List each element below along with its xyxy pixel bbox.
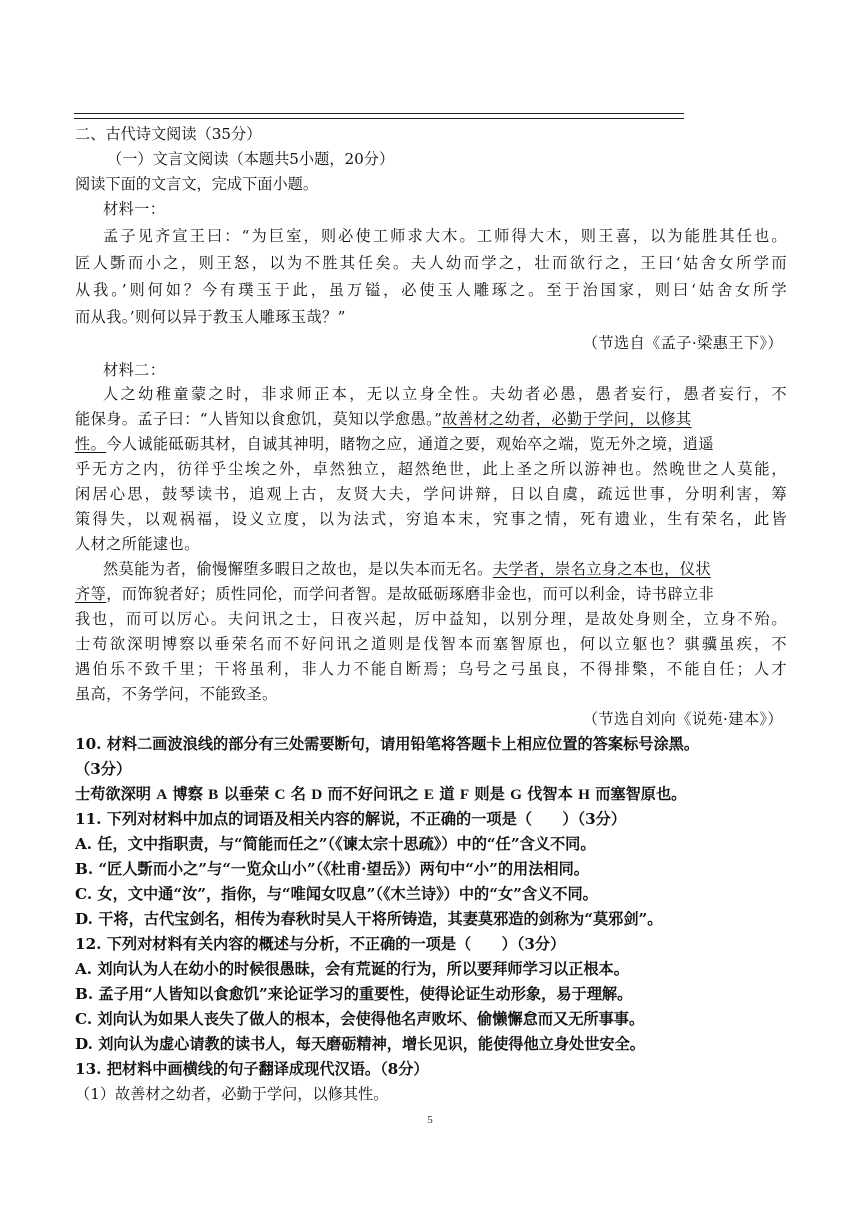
q10-segment: 士苟欲深明 <box>75 785 151 803</box>
q12-stem: 12. 下列对材料有关内容的概述与分析，不正确的一项是（ ）（3分） <box>75 935 566 953</box>
q10-sentence <box>75 784 787 805</box>
material2-text: 能保身。孟子曰：“人皆知以食愈饥，莫知以学愈愚。” <box>75 410 443 428</box>
material1-line: 匠人斲而小之，则王怒，以为不胜其任矣。夫人幼而学之，壮而欲行之，王曰‘姑舍女所学而 <box>75 254 787 272</box>
material2-line <box>75 409 787 429</box>
q10-segment: 伐智本 <box>527 785 573 803</box>
material1-source: （节选自《孟子·梁惠王下》） <box>582 334 783 352</box>
underlined-sentence: 故善材之幼者，必勤于学问，以修其 <box>442 410 692 428</box>
material2-line <box>103 559 787 579</box>
material2-text: 今人诚能砥砺其材，自诚其神明，睹物之应，通道之要，观始卒之端，览无外之境，逍遥 <box>106 435 715 453</box>
material2-line: 人之幼稚童蒙之时，非求师正本，无以立身全性。夫幼者必愚，愚者妄行，愚者妄行，不 <box>103 385 787 403</box>
q10-mark: A <box>156 786 168 803</box>
material1-line: 而从我。’则何以异于教玉人雕琢玉哉？” <box>75 308 346 326</box>
material2-line: 闲居心思，鼓琴读书，追观上古，友贤大夫，学问讲辩，日以自虞，疏远世事，分明利害，筹 <box>75 485 787 503</box>
material2-text: ，而饰貌者好；质性同伦，而学问者智。是故砥砺琢磨非金也，而可以利金，诗书辟立非 <box>106 585 715 603</box>
q10-segment: 以垂荣 <box>223 785 270 803</box>
q10-mark: E <box>423 786 435 803</box>
material2-label: 材料二： <box>103 361 166 379</box>
subsection-title: （一）文言文阅读（本题共5小题，20分） <box>107 150 395 168</box>
material2-line: 人材之所能逮也。 <box>75 535 200 553</box>
q11-stem: 11. 下列对材料中加点的词语及相关内容的解说，不正确的一项是（ ）（3分） <box>75 810 627 828</box>
q10-mark: H <box>578 786 590 803</box>
q10-mark: G <box>510 786 522 803</box>
page-number: 5 <box>427 1114 433 1126</box>
material2-source: （节选自刘向《说苑·建本》） <box>582 710 783 728</box>
material2-line <box>75 584 787 604</box>
q10-segment: 道 <box>439 785 455 803</box>
q10-segment: 博察 <box>172 785 203 803</box>
material1-line: 孟子见齐宣王曰：“为巨室，则必使工师求大木。工师得大木，则王喜，以为能胜其任也。 <box>103 227 787 245</box>
q10-mark: D <box>311 786 323 803</box>
q10-mark: F <box>459 786 470 803</box>
q13-item1: （1）故善材之幼者，必勤于学问，以修其性。 <box>75 1085 389 1103</box>
material2-line: 乎无方之内，彷徉乎尘埃之外，卓然独立，超然绝世，此上圣之所以游神也。然晚世之人莫能， <box>75 460 787 478</box>
q11-option-c: C. 女，文中通“汝”，指你，与“唯闻女叹息”（《木兰诗》）中的“女”含义不同。 <box>75 885 598 903</box>
q10-stem: 10. 材料二画波浪线的部分有三处需要断句，请用铅笔将答题卡上相应位置的答案标号涂黑。 <box>75 735 700 753</box>
material2-line <box>75 434 787 454</box>
q10-score: （3分） <box>75 760 132 778</box>
instruction: 阅读下面的文言文，完成下面小题。 <box>75 175 318 193</box>
material2-text: 然莫能为者，偷慢懈堕多暇日之故也，是以失本而无名。 <box>103 560 493 578</box>
material2-line: 我也，而可以厉心。夫问讯之士，日夜兴起，厉中益知，以别分理，是故处身则全，立身不殆。 <box>75 610 787 628</box>
q12-option-a: A. 刘向认为人在幼小的时候很愚昧，会有荒诞的行为，所以要拜师学习以正根本。 <box>75 960 629 978</box>
underlined-sentence-end: 性。 <box>75 435 107 453</box>
material2-line: 虽高，不务学问，不能致圣。 <box>75 685 278 703</box>
q10-mark: C <box>274 786 286 803</box>
q11-option-d: D. 干将，古代宝剑名，相传为春秋时吴人干将所铸造，其妻莫邪造的剑称为“莫邪剑”。 <box>75 910 663 928</box>
q12-option-c: C. 刘向认为如果人丧失了做人的根本，会使得他名声败坏、偷懒懈怠而又无所事事。 <box>75 1010 645 1028</box>
material1-label: 材料一： <box>103 200 166 218</box>
q10-segment: 而不好问讯之 <box>327 785 419 803</box>
q13-stem: 13. 把材料中画横线的句子翻译成现代汉语。（8分） <box>75 1060 429 1078</box>
material2-line: 士苟欲深明博察以垂荣名而不好问讯之道则是伐智本而塞智原也，何以立躯也？骐骥虽疾，不 <box>75 635 787 653</box>
q11-option-b: B. “匠人斲而小之”与“一览众山小”（《杜甫·望岳》）两句中“小”的用法相同。 <box>75 860 589 878</box>
q10-mark: B <box>208 786 219 803</box>
q11-option-a: A. 任，文中指职责，与“简能而任之”（《谏太宗十思疏》）中的“任”含义不同。 <box>75 835 596 853</box>
section-title: 二、古代诗文阅读（35分） <box>75 125 262 143</box>
header-rule-top <box>74 113 684 114</box>
q12-option-b: B. 孟子用“人皆知以食愈饥”来论证学习的重要性，使得论证生动形象，易于理解。 <box>75 985 633 1003</box>
q10-segment: 而塞智原也。 <box>595 785 687 803</box>
q12-option-d: D. 刘向认为虚心请教的读书人，每天磨砺精神，增长见识，能使得他立身处世安全。 <box>75 1035 645 1053</box>
q10-segment: 名 <box>290 785 306 803</box>
material1-line: 从我。’则何如？今有璞玉于此，虽万镒，必使玉人雕琢之。至于治国家，则曰‘姑舍女所学 <box>75 281 787 299</box>
underlined-sentence: 夫学者，崇名立身之本也，仪状 <box>492 560 711 578</box>
q10-segment: 则是 <box>474 785 505 803</box>
underlined-sentence-end: 齐等 <box>75 585 107 603</box>
material2-line: 策得失，以观祸福，设义立度，以为法式，穷追本末，究事之情，死有遗业，生有荣名，此皆 <box>75 510 787 528</box>
header-rule-bottom <box>74 118 684 119</box>
material2-line: 遇伯乐不致千里；干将虽利，非人力不能自断焉；乌号之弓虽良，不得排檠，不能自任；人才 <box>75 660 787 678</box>
